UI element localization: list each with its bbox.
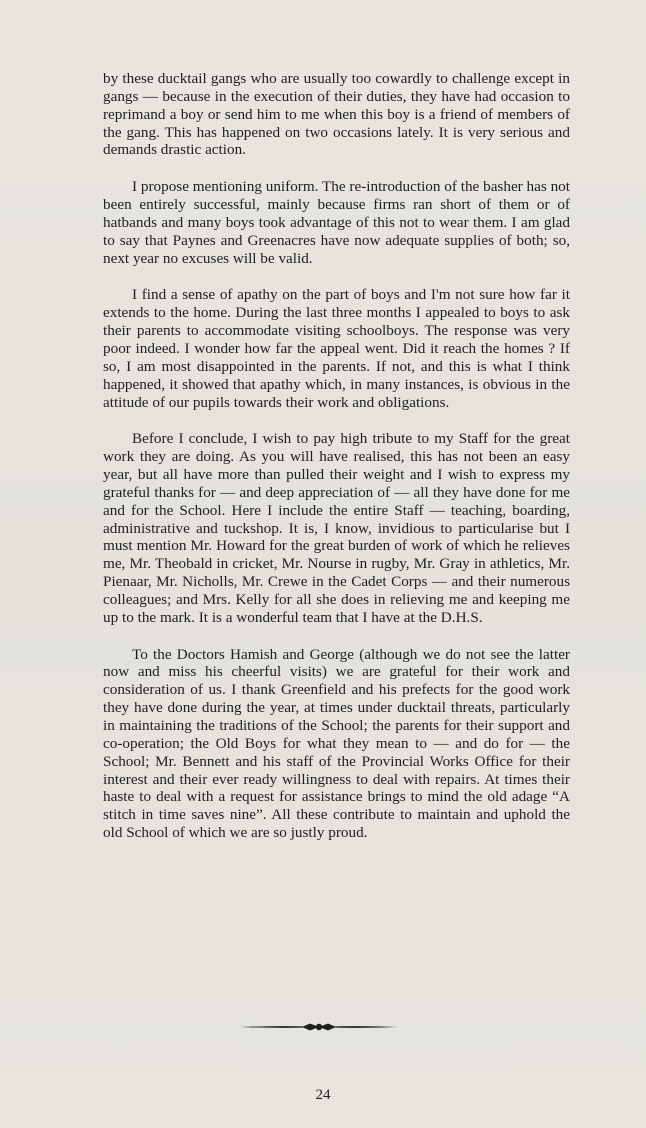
ornamental-divider [240, 1020, 398, 1034]
paragraph-5: To the Doctors Hamish and George (although we do not see the latter now and miss his cheerful visits) we are grateful for their work and consideration of us. I thank Greenfield and his prefects for the good work they have done during the year, at times under ducktail threats, particularly in maintaining the traditions of the School; the parents for their support and co-operation; the Old Boys for what they mean to — and do for — the School; Mr. Bennett and his staff of the Provincial Works Office for their interest and their ever ready willingness to deal with repairs. At times their haste to deal with a request for assistance brings to mind the old adage “A stitch in time saves nine”. All these contribute to maintain and uphold the old School of which we are so justly proud. [103, 645, 570, 842]
paragraph-4: Before I conclude, I wish to pay high tribute to my Staff for the great work they are doing. As you will have realised, this has not been an easy year, but all have more than pulled their weight and I wish to express my grateful thanks for — and deep appreciation of — all they have done for me and for the School. Here I include the entire Staff — teaching, boarding, administrative and tuckshop. It is, I know, invidious to particularise but I must mention Mr. Howard for the great burden of work of which he relieves me, Mr. Theobald in cricket, Mr. Nourse in rugby, Mr. Gray in athletics, Mr. Pienaar, Mr. Nicholls, Mr. Crewe in the Cadet Corps — and their numerous colleagues; and Mrs. Kelly for all she does in relieving me and keeping me up to the mark. It is a wonderful team that I have at the D.H.S. [103, 430, 570, 626]
paragraph-1: by these ducktail gangs who are usually too cowardly to challenge except in gangs — because in the execution of their duties, they have had occasion to reprimand a boy or send him to me when this boy is a friend of members of the gang. This has happened on two occasions lately. It is very serious and demands drastic action. [103, 70, 570, 159]
page-number: 24 [315, 1087, 331, 1103]
paragraph-2: I propose mentioning uniform. The re-introduction of the basher has not been entirely successful, mainly because firms ran short of them or of hatbands and many boys took advantage of this not to wear them. I am glad to say that Paynes and Greenacres have now adequate supplies of both; so, next year no excuses will be valid. [103, 178, 570, 267]
body-text [103, 70, 570, 861]
paragraph-3: I find a sense of apathy on the part of boys and I'm not sure how far it extends to the home. During the last three months I appealed to boys to ask their parents to accommodate visiting schoolboys. The response was very poor indeed. I wonder how far the appeal went. Did it reach the homes ? If so, I am most disappointed in the parents. If not, and this is what I think happened, it showed that apathy which, in many instances, is obvious in the attitude of our pupils towards their work and obligations. [103, 286, 570, 411]
